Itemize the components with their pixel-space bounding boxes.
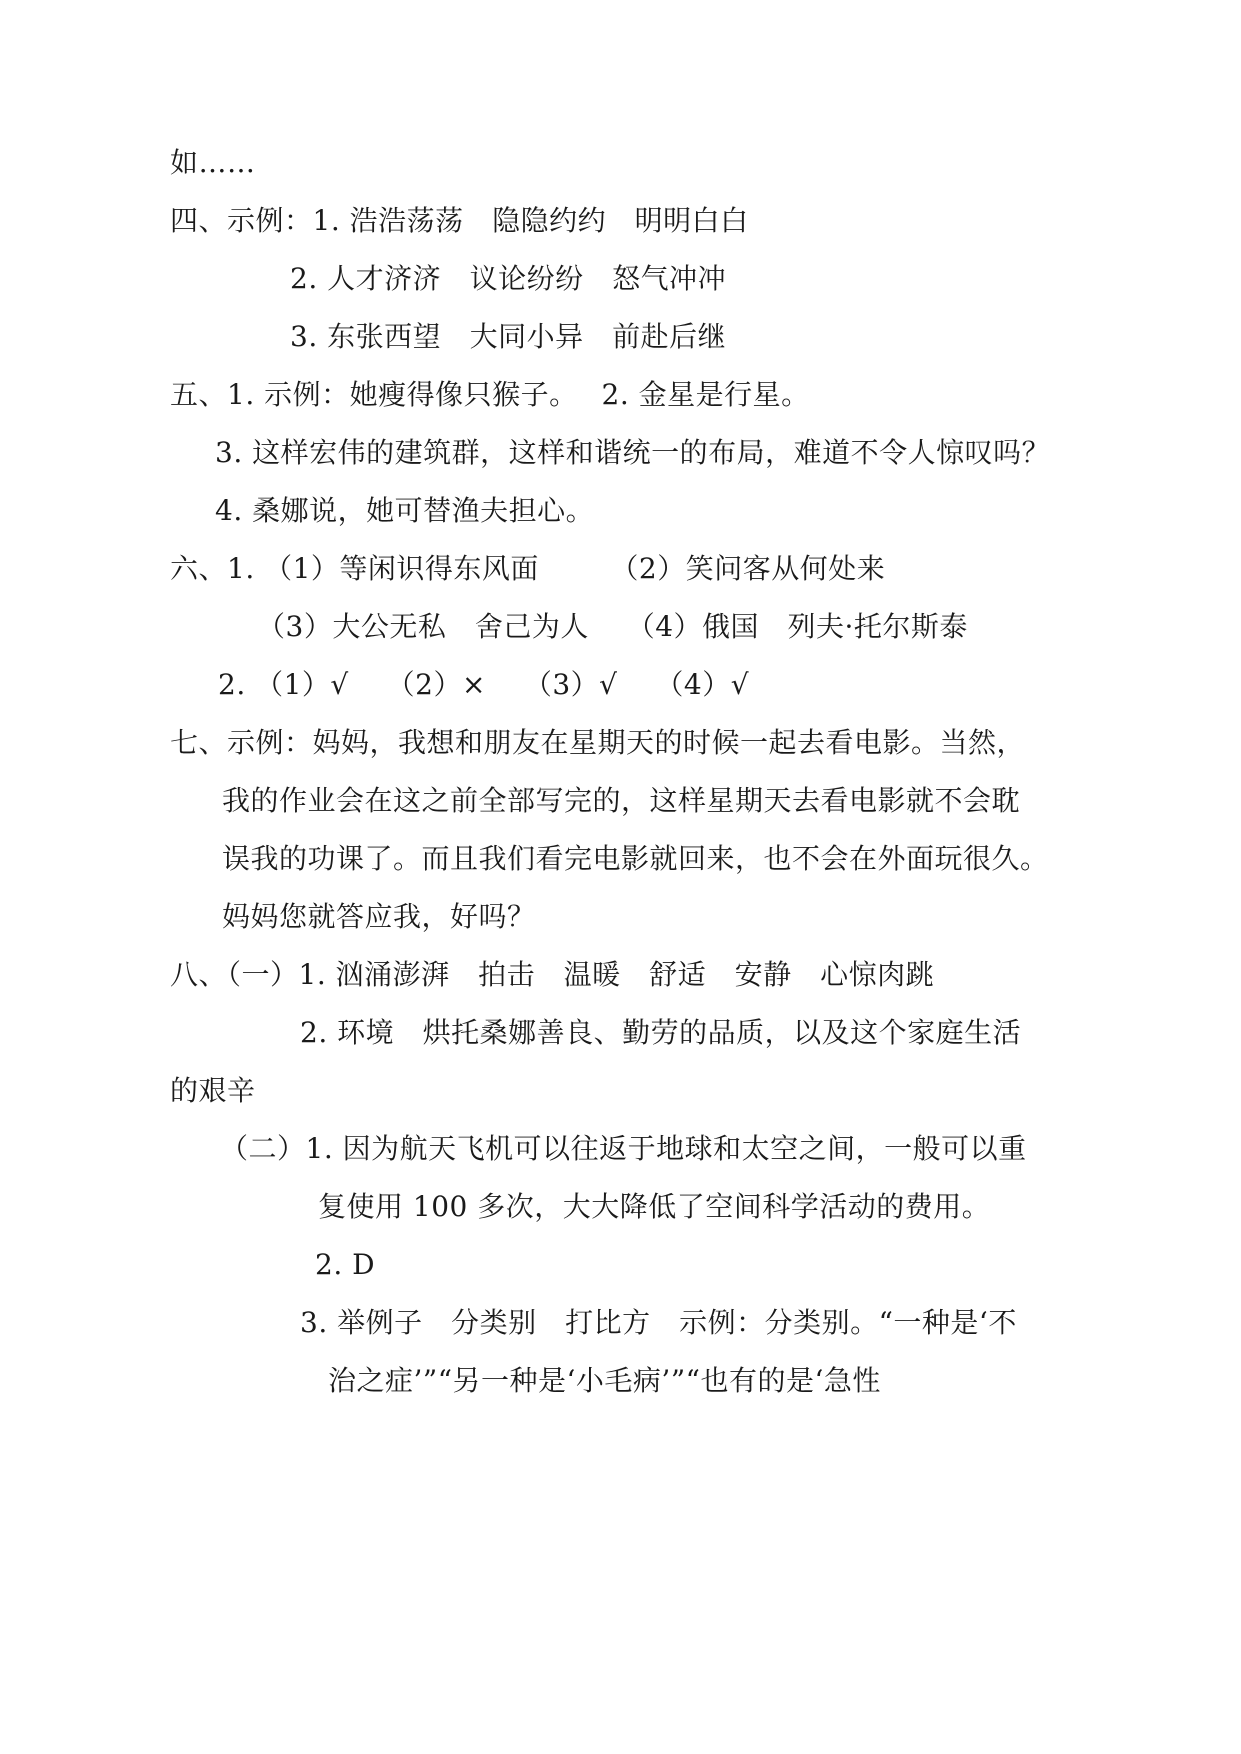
text-line-20: 2. D [315,1248,376,1281]
text-line-5: 五、1. 示例：她瘦得像只猴子。 2. 金星是行星。 [170,378,810,411]
text-line-14: 妈妈您就答应我，好吗？ [222,900,536,933]
text-line-17: 的艰辛 [170,1074,256,1107]
text-line-2: 四、示例：1. 浩浩荡荡 隐隐约约 明明白白 [170,204,749,237]
text-line-19: 复使用 100 多次，大大降低了空间科学活动的费用。 [318,1190,991,1223]
text-line-8: 六、1. （1）等闲识得东风面 （2）笑问客从何处来 [170,552,886,585]
text-line-3: 2. 人才济济 议论纷纷 怒气冲冲 [290,262,727,295]
text-line-6: 3. 这样宏伟的建筑群，这样和谐统一的布局，难道不令人惊叹吗？ [215,436,1051,469]
text-line-21: 3. 举例子 分类别 打比方 示例：分类别。“一种是‘不 [300,1306,1017,1339]
text-line-12: 我的作业会在这之前全部写完的，这样星期天去看电影就不会耽 [222,784,1021,817]
text-line-15: 八、（一）1. 汹涌澎湃 拍击 温暖 舒适 安静 心惊肉跳 [170,958,935,991]
text-line-7: 4. 桑娜说，她可替渔夫担心。 [215,494,595,527]
text-line-22: 治之症’”“另一种是‘小毛病’”“也有的是‘急性 [328,1364,881,1397]
text-line-18: （二）1. 因为航天飞机可以往返于地球和太空之间，一般可以重 [220,1132,1027,1165]
text-line-10: 2. （1）√ （2）× （3）√ （4）√ [218,668,750,701]
text-line-1: 如…… [170,146,256,179]
text-line-13: 误我的功课了。而且我们看完电影就回来，也不会在外面玩很久。 [222,842,1049,875]
text-line-4: 3. 东张西望 大同小异 前赴后继 [290,320,727,353]
text-line-11: 七、示例：妈妈，我想和朋友在星期天的时候一起去看电影。当然， [170,726,1026,759]
text-line-9: （3）大公无私 舍己为人 （4）俄国 列夫·托尔斯泰 [257,610,968,643]
text-line-16: 2. 环境 烘托桑娜善良、勤劳的品质，以及这个家庭生活 [300,1016,1022,1049]
